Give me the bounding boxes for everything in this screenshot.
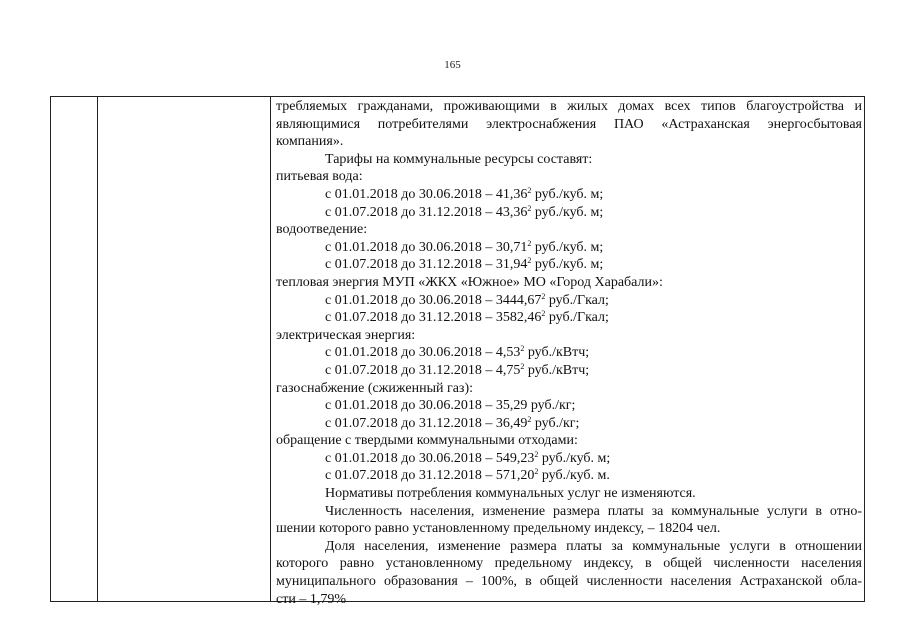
- tariff-unit: руб./кВтч;: [524, 362, 590, 378]
- tariff-period-value: с 01.01.2018 до 30.06.2018 – 35,29 руб./кг;: [325, 398, 576, 414]
- tariff-period-value: с 01.01.2018 до 30.06.2018 – 4,53: [325, 345, 521, 361]
- table-cell-text: [276, 98, 862, 608]
- footnote-marker: 2: [541, 291, 546, 301]
- footnote-marker: 2: [534, 449, 539, 459]
- tariff-period-value: с 01.01.2018 до 30.06.2018 – 41,36: [325, 186, 528, 202]
- intro-line: требляемых гражданами, проживающими в жилых домах всех типов благоустройства и: [276, 99, 862, 114]
- population-line: шении которого равно установленному предельному индексу, – 18204 чел.: [276, 521, 721, 537]
- norms-text: Нормативы потребления коммунальных услуг не изменяются.: [325, 486, 696, 502]
- table-frame: [50, 96, 865, 607]
- tariff-unit: руб./Гкал;: [545, 310, 609, 326]
- footnote-marker: 2: [527, 414, 532, 424]
- tariff-group-label: электрическая энергия:: [276, 327, 416, 343]
- tariff-row: [276, 186, 862, 204]
- footnote-marker: 2: [527, 238, 532, 248]
- share-line: муниципального образования – 100%, в общей численности населения Астраханской обла-: [276, 574, 862, 590]
- tariff-period-value: с 01.07.2018 до 31.12.2018 – 4,75: [325, 362, 521, 378]
- tariff-row: [276, 292, 862, 310]
- footnote-marker: 2: [527, 256, 532, 266]
- tariff-unit: руб./куб. м;: [531, 186, 604, 202]
- tariff-period-value: с 01.07.2018 до 31.12.2018 – 36,49: [325, 415, 528, 431]
- tariff-group-label: тепловая энергия МУП «ЖКХ «Южное» МО «Город Харабали»:: [276, 274, 663, 290]
- page-number: 165: [444, 59, 461, 71]
- footnote-marker: 2: [527, 185, 532, 195]
- tariff-unit: руб./куб. м;: [531, 204, 604, 220]
- tariff-row: [276, 362, 862, 380]
- column-divider-1: [97, 97, 98, 601]
- population-line: Численность населения, изменение размера платы за коммунальные услуги в отно-: [325, 503, 862, 519]
- tariff-unit: руб./куб. м;: [531, 257, 604, 273]
- tariff-period-value: с 01.01.2018 до 30.06.2018 – 549,23: [325, 450, 535, 466]
- column-divider-2: [270, 97, 271, 601]
- tariff-unit: руб./куб. м;: [531, 239, 604, 255]
- tariff-row: [276, 309, 862, 327]
- share-line: Доля населения, изменение размера платы за коммунальные услуги в отношении: [325, 538, 862, 554]
- tariff-period-value: с 01.01.2018 до 30.06.2018 – 30,71: [325, 239, 528, 255]
- tariff-groups: [276, 168, 862, 485]
- intro-line: являющимися потребителями электроснабжения ПАО «Астраханская энергосбытовая: [276, 116, 862, 132]
- tariff-row: [276, 256, 862, 274]
- tariff-row: [276, 344, 862, 362]
- tariff-row: [276, 415, 862, 433]
- tariff-group-label: обращение с твердыми коммунальными отходами:: [276, 433, 578, 449]
- tariff-unit: руб./куб. м.: [538, 468, 610, 484]
- tariff-period-value: с 01.07.2018 до 31.12.2018 – 31,94: [325, 257, 528, 273]
- tariff-unit: руб./куб. м;: [538, 450, 611, 466]
- tariff-period-value: с 01.07.2018 до 31.12.2018 – 43,36: [325, 204, 528, 220]
- tariff-group-label: питьевая вода:: [276, 169, 363, 185]
- tariff-period-value: с 01.07.2018 до 31.12.2018 – 571,20: [325, 468, 535, 484]
- footnote-marker: 2: [534, 467, 539, 477]
- footnote-marker: 2: [541, 309, 546, 319]
- tariff-period-value: с 01.01.2018 до 30.06.2018 – 3444,67: [325, 292, 542, 308]
- footnote-marker: 2: [520, 361, 525, 371]
- tariff-group-label: водоотведение:: [276, 222, 368, 238]
- footnote-marker: 2: [520, 344, 525, 354]
- intro-line: компания».: [276, 134, 344, 150]
- footnote-marker: 2: [527, 203, 532, 213]
- tariff-unit: руб./кВтч;: [524, 345, 590, 361]
- share-line: сти – 1,79%: [276, 591, 346, 607]
- share-line: которого равно установленному предельному индексу, в общей численности населения: [276, 556, 862, 572]
- tariff-row: [276, 239, 862, 257]
- tariff-row: [276, 467, 862, 485]
- tariff-group-label: газоснабжение (сжиженный газ):: [276, 380, 474, 396]
- tariffs-heading: Тарифы на коммунальные ресурсы составят:: [325, 151, 593, 167]
- tariff-period-value: с 01.07.2018 до 31.12.2018 – 3582,46: [325, 310, 542, 326]
- tariff-unit: руб./Гкал;: [545, 292, 609, 308]
- tariff-unit: руб./кг;: [531, 415, 580, 431]
- tariff-row: [276, 204, 862, 222]
- tariff-row: [276, 397, 862, 415]
- tariff-row: [276, 450, 862, 468]
